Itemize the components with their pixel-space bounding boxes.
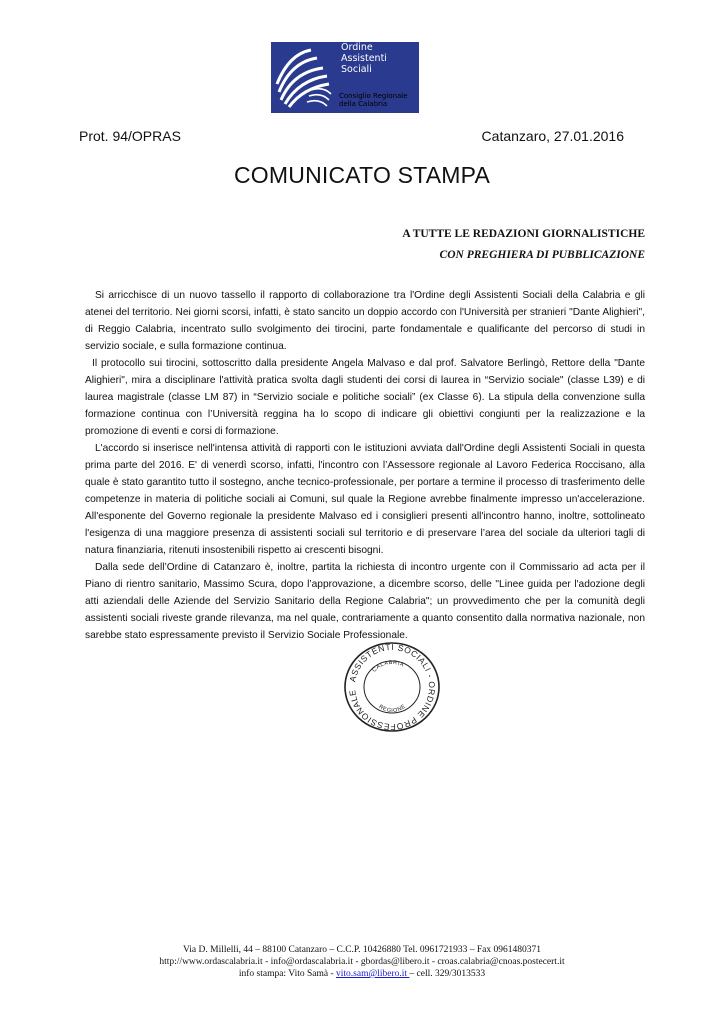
logo-text-consiglio: Consiglio Regionale (339, 92, 408, 100)
recipient-line: A TUTTE LE REDAZIONI GIORNALISTICHE (402, 228, 645, 240)
stamp-inner-bottom-text: REGIONE (377, 703, 408, 715)
stamp-outer-text: ASSISTENTI SOCIALI - ORDINE PROFESSIONALE (347, 641, 438, 733)
logo (271, 42, 419, 113)
paragraph: Il protocollo sui tirocini, sottoscritto dalla presidente Angela Malvaso e dal prof. Salvatore Berlingò, Rettore della "Dante Alighieri", mira a disciplinare l'attività pratica svolta dagli studenti dei corsi di laurea in “Servizio sociale" (classe L39) e di laurea magistrale (classe LM 87) in “Servizio sociale e politiche sociali” (ex Classe 6). La stipula della convenzione sulla formazione continua con l’Università reggina ha lo scopo di indicare gli obiettivi congiunti per la realizzazione e la promozione di eventi e corsi di formazione. (85, 358, 645, 437)
footer-contacts: http://www.ordascalabria.it - info@ordascalabria.it - gbordas@libero.it - croas.calabria@cnoas.postecert.it (159, 957, 565, 967)
official-stamp (339, 641, 445, 733)
logo-text-calabria: della Calabria (339, 100, 388, 108)
logo-text-ordine: Ordine (341, 42, 373, 53)
page-title: COMUNICATO STAMPA (234, 162, 490, 188)
paragraph: L'accordo si inserisce nell'intensa attività di rapporti con le istituzioni avviata dall'Ordine degli Assistenti Sociali in questa prima parte del 2016. E' di venerdì scorso, infatti, l'incontro con l’Assessore regionale al Lavoro Federica Roccisano, alla quale è stato garantito tutto il sostegno, anche tecnico-professionale, per portare a termine il processo di trasferimento delle competenze in materia di politiche sociali ai Comuni, sul quale la Regione avrebbe finalmente impresso un'accelerazione. All'esponente del Governo regionale la presidente Malvaso ed i consiglieri presenti all'incontro hanno, inoltre, sottolineato l'esigenza di una maggiore presenza di assistenti sociali sul territorio e di preservare l’area del sociale da ulteriori tagli di natura finanziaria, ritenuti insostenibili rispetto ai crescenti bisogni. (85, 443, 645, 556)
stamp-inner-top-text: CALABRIA (371, 659, 406, 674)
footer-press-info (0, 968, 724, 980)
protocol-number: Prot. 94/OPRAS (79, 128, 181, 144)
footer-address: Via D. Millelli, 44 – 88100 Catanzaro – C.C.P. 10426880 Tel. 0961721933 – Fax 0961480371 (183, 945, 541, 955)
logo-text-assistenti: Assistenti (341, 53, 387, 64)
paragraph: Si arricchisce di un nuovo tassello il rapporto di collaborazione tra l'Ordine degli Assistenti Sociali della Calabria e gli atenei del territorio. Nei giorni scorsi, infatti, è stato sancito un doppio accordo con l'Università per stranieri "Dante Alighieri", di Reggio Calabria, incentrato sullo svolgimento dei tirocini, parte fondamentale e qualificante del percorso di studi in servizio sociale, e sulla formazione continua. (85, 290, 645, 352)
recipient-request: CON PREGHIERA DI PUBBLICAZIONE (439, 249, 645, 261)
logo-text-sociali: Sociali (341, 64, 372, 75)
footer-press-suffix: – cell. 329/3013533 (409, 969, 486, 979)
press-release-body (85, 287, 645, 644)
document-date: Catanzaro, 27.01.2016 (481, 128, 624, 144)
press-email-link[interactable]: vito.sam@libero.it (336, 969, 410, 979)
paragraph: Dalla sede dell’Ordine di Catanzaro è, inoltre, partita la richiesta di incontro urgente con il Commissario ad acta per il Piano di rientro sanitario, Massimo Scura, dopo l’approvazione, a dicembre scorso, delle "Linee guida per l'adozione degli atti aziendali delle Aziende del Servizio Sanitario della Regione Calabria"; un provvedimento che per la comunità degli assistenti sociali riveste grande rilevanza, ma nel quale, contrariamente a quanto consentito dalla normativa nazionale, non sarebbe stato espressamente previsto il Servizio Sociale Professionale. (85, 562, 645, 641)
stamp-seal-icon (339, 641, 445, 733)
svg-text:ASSISTENTI SOCIALI - ORDINE PR (347, 642, 437, 732)
svg-text:CALABRIA (371, 660, 405, 674)
svg-text:REGIONE (377, 704, 407, 715)
footer-press-prefix: info stampa: Vito Samà - (238, 969, 336, 979)
logo-swirl-icon (271, 42, 341, 113)
